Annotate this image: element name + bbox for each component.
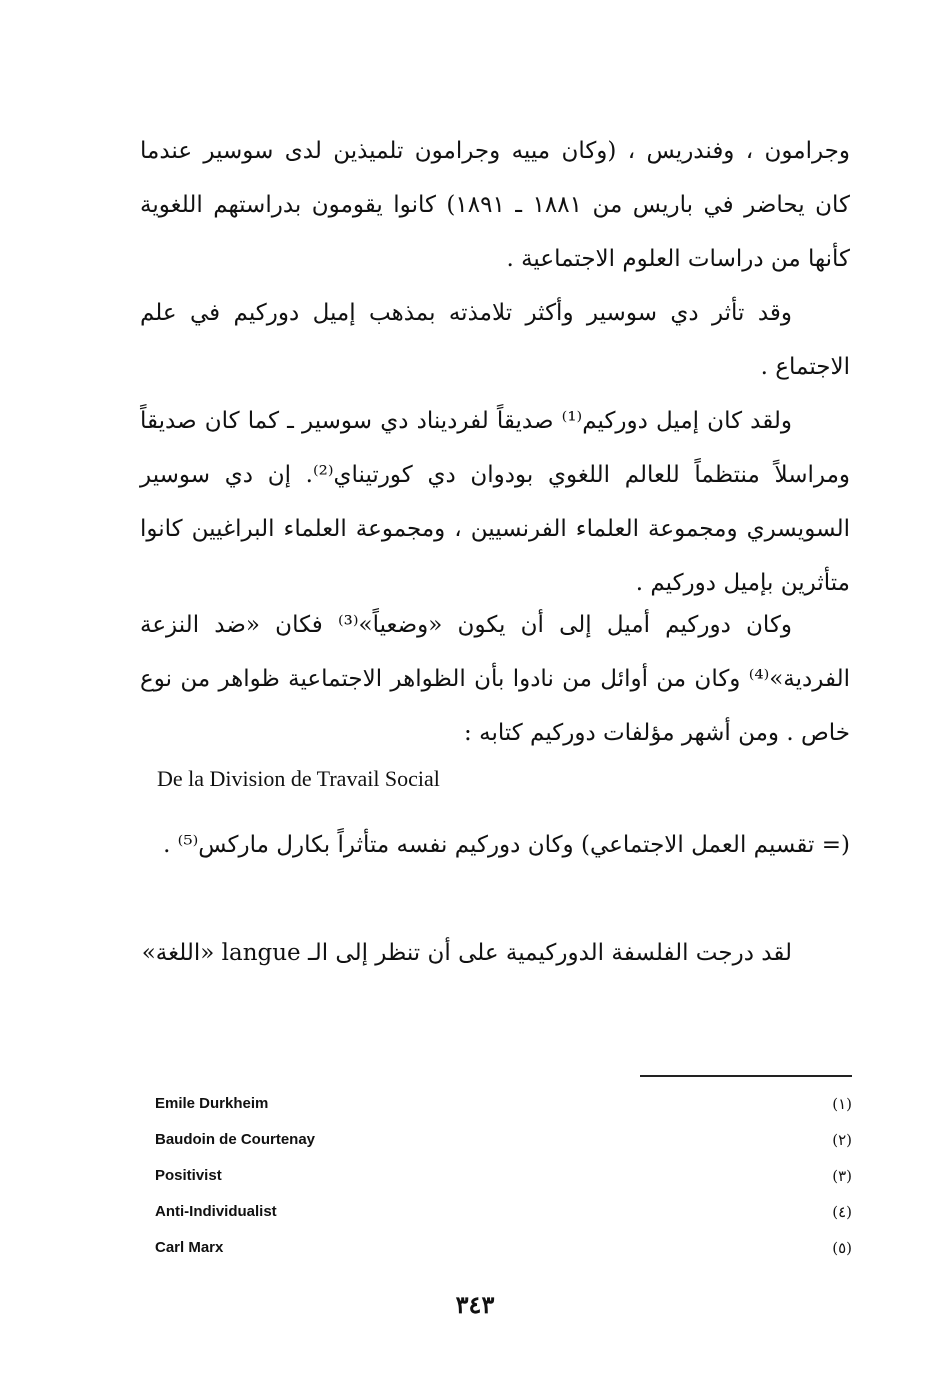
footnote-row <box>155 1239 852 1269</box>
footnote-term: Emile Durkheim <box>155 1095 269 1112</box>
paragraph-5: (= تقسيم العمل الاجتماعي) وكان دوركيم نفسه متأثراً بكارل ماركس⁽⁵⁾ . <box>163 832 850 858</box>
footnote-row <box>155 1203 852 1233</box>
footnote-number: (٣) <box>832 1167 852 1185</box>
footnote-divider <box>640 1075 852 1077</box>
footnote-number: (١) <box>832 1095 852 1113</box>
footnote-row <box>155 1131 852 1161</box>
book-title-latin: De la Division de Travail Social <box>157 766 440 791</box>
paragraph-2: وقد تأثر دي سوسير وأكثر تلامذته بمذهب إميل دوركيم في علم الاجتماع . <box>140 300 850 380</box>
footnote-number: (٥) <box>832 1239 852 1257</box>
paragraph-6: لقد درجت الفلسفة الدوركيمية على أن تنظر إلى الـ langue «اللغة» <box>141 940 792 966</box>
page-number: ٣٤٣ <box>455 1290 495 1319</box>
footnote-term: Anti-Individualist <box>155 1203 277 1220</box>
footnote-number: (٢) <box>832 1131 852 1149</box>
paragraph-4: وكان دوركيم أميل إلى أن يكون «وضعياً»⁽³⁾ فكان «ضد النزعة الفردية»⁽⁴⁾ وكان من أوائل من نادوا بأن الظواهر الاجتماعية ظواهر من نوع خاص . ومن أشهر مؤلفات دوركيم كتابه : <box>140 612 850 746</box>
footnote-number: (٤) <box>832 1203 852 1221</box>
paragraph-1: وجرامون ، وفندريس ، (وكان مييه وجرامون تلميذين لدى سوسير عندما كان يحاضر في باريس من ١٨٨١ ـ ١٨٩١) كانوا يقومون بدراستهم اللغوية كأنها من دراسات العلوم الاجتماعية . <box>140 138 850 272</box>
footnote-row <box>155 1095 852 1125</box>
footnote-term: Baudoin de Courtenay <box>155 1131 316 1148</box>
footnote-row <box>155 1167 852 1197</box>
paragraph-3: ولقد كان إميل دوركيم⁽¹⁾ صديقاً لفرديناد دي سوسير ـ كما كان صديقاً ومراسلاً منتظماً للعالم اللغوي بودوان دي كورتيناي⁽²⁾. إن دي سوسير السويسري ومجموعة العلماء الفرنسيين ، ومجموعة العلماء البراغيين كانوا متأثرين بإميل دوركيم . <box>140 408 850 596</box>
footnote-term: Carl Marx <box>155 1239 224 1256</box>
footnote-term: Positivist <box>155 1167 222 1184</box>
